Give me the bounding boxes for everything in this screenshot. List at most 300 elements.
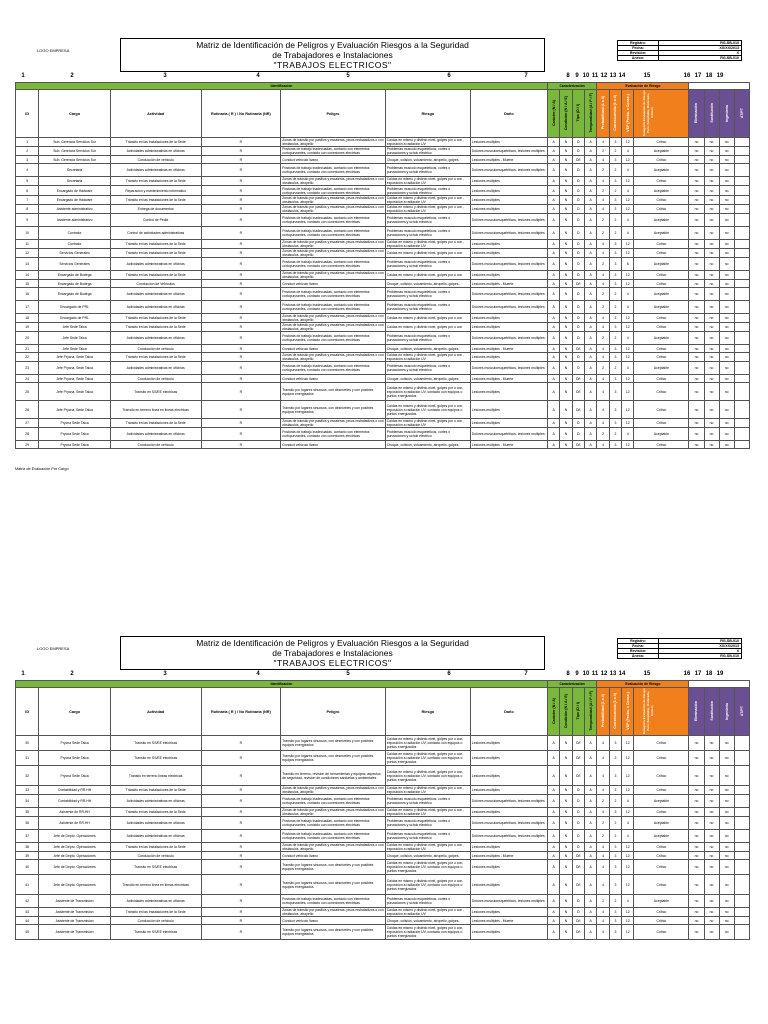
row-tipo: D/I xyxy=(572,383,584,401)
row-rutinaria: R xyxy=(201,441,281,449)
row-categoria: Aceptable xyxy=(634,332,689,345)
row-atpt xyxy=(734,751,749,766)
document-header xyxy=(15,636,750,670)
row-rutinaria: R xyxy=(201,925,281,940)
row-vep: 4 xyxy=(622,332,634,345)
footer-note: Matriz de Evaluación Por Cargo xyxy=(15,467,69,471)
row-sustitucion: no xyxy=(704,441,719,449)
column-number: 11 xyxy=(591,73,599,79)
row-tipo: D xyxy=(572,214,584,227)
header-categoria xyxy=(634,688,689,736)
row-temporalidad: A xyxy=(584,138,596,147)
row-actividad: Transito en SS/EE electricas xyxy=(110,925,201,940)
row-id: 31 xyxy=(16,751,39,766)
row-consecuencia: 2 xyxy=(609,164,621,177)
row-atpt xyxy=(734,196,749,205)
row-peligro: Zonas de tránsito por pasillos y escaleras, pisos resbaladizos o con obstáculos, atropello xyxy=(282,314,384,322)
row-consecuencia: 2 xyxy=(609,795,621,808)
header-temporalidad xyxy=(584,688,596,736)
row-vep: 4 xyxy=(622,428,634,441)
row-probabilidad: 2 xyxy=(597,362,609,375)
row-condicion: N xyxy=(560,258,572,271)
row-consecuencia: 3 xyxy=(609,280,621,288)
header-tipo-label: Tipo (D / I) xyxy=(576,702,581,720)
header-id: ID xyxy=(16,688,39,736)
row-caracter: A xyxy=(547,240,559,249)
row-dano: Lesiones multiples xyxy=(470,240,547,249)
row-actividad: Conducción de vehículo xyxy=(110,917,201,925)
row-peligro: Zonas de tránsito por pasillos y escaleras, pisos resbaladizos o con obstáculos, atropello xyxy=(282,808,384,816)
row-atpt xyxy=(734,908,749,917)
row-probabilidad: 4 xyxy=(597,401,609,419)
row-caracter: A xyxy=(547,280,559,288)
row-riesgo: Caídas en mismo y distinto nivel, golpes por o con , exposición a radiación UV xyxy=(385,908,470,917)
row-categoria: Aceptable xyxy=(634,258,689,271)
registro-table xyxy=(617,638,742,659)
row-vep: 12 xyxy=(622,852,634,860)
row-condicion: N xyxy=(560,177,572,186)
row-riesgo: Problemas musculo esqueleticos, cortes o punzaciones y schok electrico xyxy=(385,214,470,227)
row-condicion: N xyxy=(560,375,572,383)
row-peligro: Conduct vehiculo livano xyxy=(281,441,385,449)
row-id: 12 xyxy=(16,249,39,258)
row-sustitucion: no xyxy=(704,314,719,323)
registro-value: RG-SB-010 xyxy=(659,41,742,46)
row-sustitucion: no xyxy=(704,280,719,288)
header-caracter xyxy=(547,90,559,138)
row-dano: Dolores musculoesqueléticos, lesiones multiples xyxy=(470,227,547,240)
registro-key: Revisión: xyxy=(618,649,659,654)
table-row xyxy=(16,860,750,875)
row-caracter: A xyxy=(547,214,559,227)
row-sustitucion: no xyxy=(704,766,719,786)
row-actividad: Tránsito en las instalaciones de la Sede xyxy=(110,271,201,280)
row-consecuencia: 3 xyxy=(609,375,621,383)
row-actividad: Actividades administrativas en oficinas xyxy=(110,830,201,843)
row-dano: Dolores musculoesqueléticos, lesiones multiples xyxy=(470,362,547,375)
row-riesgo: Choque, colisión, volcamiento, atropello, golpes, xyxy=(385,441,470,449)
row-categoria: Crítico xyxy=(634,852,689,860)
title-line-3: "TRABAJOS ELECTRICOS" xyxy=(273,658,392,668)
row-peligro: Zonas de tránsito por pasillos y escaleras, pisos resbaladizos o con obstáculos, atropello xyxy=(282,138,384,146)
row-tipo: D xyxy=(572,332,584,345)
row-caracter: A xyxy=(547,288,559,301)
section-band-row xyxy=(16,681,750,688)
row-vep: 4 xyxy=(622,186,634,196)
row-dano: Dolores musculoesqueléticos, lesiones multiples xyxy=(470,147,547,156)
column-number: 14 xyxy=(618,73,626,79)
row-temporalidad: A xyxy=(584,875,596,895)
table-row xyxy=(16,353,750,362)
row-dano: Lesiones multiples xyxy=(470,843,547,852)
row-id: 42 xyxy=(16,895,39,908)
row-categoria: Aceptable xyxy=(634,895,689,908)
row-actividad: Tránsito en las instalaciones de la Sede xyxy=(110,419,201,428)
row-eliminacion: no xyxy=(689,227,704,240)
table-row xyxy=(16,164,750,177)
row-caracter: A xyxy=(547,917,559,925)
header-riesgo: Riesgo xyxy=(385,90,470,138)
row-temporalidad: A xyxy=(584,205,596,214)
header-categoria-label: Categoría Evaluación de Riesgo Puro (Aceptable, Moderado, Crítico) xyxy=(642,90,655,136)
row-actividad: Conducción de vehículo xyxy=(110,345,201,353)
row-ingenieria: no xyxy=(719,795,734,808)
row-riesgo: Problemas musculo esqueleticos, cortes o punzaciones y schok electrico xyxy=(385,147,470,156)
row-eliminacion: no xyxy=(689,156,704,164)
row-caracter: A xyxy=(547,164,559,177)
row-cargo: Asistente de RR.HH xyxy=(39,817,110,830)
row-rutinaria: R xyxy=(201,345,281,353)
row-condicion: N xyxy=(560,419,572,428)
row-eliminacion: no xyxy=(689,345,704,353)
row-peligro: Posturas de trabajo inadecuadas, contacto con elementos cortopunzantes, contacto con conexiones electricas xyxy=(281,362,385,375)
row-eliminacion: no xyxy=(689,353,704,362)
registro-table xyxy=(617,40,742,61)
row-caracter: A xyxy=(547,808,559,817)
row-peligro: Transito en terreno, revision de herramientas y equipos, aspectos de seguridad, revision de condiciones sanitarias y ambientales xyxy=(281,766,385,786)
row-atpt xyxy=(734,428,749,441)
row-caracter: A xyxy=(547,766,559,786)
row-sustitucion: no xyxy=(704,925,719,940)
row-consecuencia: 2 xyxy=(609,895,621,908)
registro-value: X xyxy=(659,51,742,56)
row-rutinaria: R xyxy=(201,147,281,156)
row-caracter: A xyxy=(547,895,559,908)
row-id: 32 xyxy=(16,766,39,786)
header-caracter-label: Carácter (N / A) xyxy=(551,697,556,725)
row-riesgo: Choque, colisión, volcamiento, atropello, golpes, xyxy=(385,375,470,383)
row-ingenieria: no xyxy=(719,138,734,147)
row-categoria: Aceptable xyxy=(634,301,689,314)
title-line-2: de Trabajadores e Instalaciones xyxy=(272,648,393,658)
row-peligro: Zonas de tránsito por pasillos y escaleras, pisos resbaladizos o con obstáculos, atropello xyxy=(282,177,384,185)
row-tipo: D xyxy=(572,177,584,186)
row-id: 3 xyxy=(16,156,39,164)
header-tipo-label: Tipo (D / I) xyxy=(576,104,581,122)
row-tipo: D xyxy=(572,271,584,280)
row-probabilidad: 2 xyxy=(597,817,609,830)
column-number: 13 xyxy=(609,73,617,79)
column-number: 10 xyxy=(582,73,590,79)
row-condicion: N xyxy=(560,196,572,205)
row-atpt xyxy=(734,786,749,795)
band-evaluacion: Evaluación de Riesgo xyxy=(597,681,689,688)
row-condicion: N xyxy=(560,830,572,843)
row-sustitucion: no xyxy=(704,196,719,205)
row-id: 27 xyxy=(16,419,39,428)
row-rutinaria: R xyxy=(201,817,281,830)
row-probabilidad: 4 xyxy=(597,419,609,428)
row-vep: 4 xyxy=(622,288,634,301)
row-eliminacion: no xyxy=(689,830,704,843)
row-categoria: Crítico xyxy=(634,401,689,419)
row-vep: 12 xyxy=(622,314,634,323)
row-actividad: Tránsito en las instalaciones de la Sede xyxy=(110,314,201,323)
row-vep: 12 xyxy=(622,860,634,875)
row-actividad: Actividades administrativas en oficinas xyxy=(110,895,201,908)
row-probabilidad: 4 xyxy=(597,271,609,280)
row-eliminacion: no xyxy=(689,908,704,917)
header-atpt-label: AT/PT xyxy=(739,107,744,119)
column-number: 19 xyxy=(716,671,724,677)
row-actividad: Actividades administrativas en oficinas xyxy=(110,795,201,808)
row-riesgo: Problemas musculo esqueleticos, cortes o punzaciones y schok electrico xyxy=(385,164,470,177)
row-actividad: Transito en terreno linea en lineas electricas xyxy=(110,875,201,895)
row-eliminacion: no xyxy=(689,795,704,808)
row-tipo: D xyxy=(572,164,584,177)
row-ingenieria: no xyxy=(719,186,734,196)
registro-key: Registro: xyxy=(618,41,659,46)
row-eliminacion: no xyxy=(689,164,704,177)
row-rutinaria: R xyxy=(201,301,281,314)
row-actividad: Tránsito en las instalaciones de la Sede xyxy=(110,808,201,817)
row-eliminacion: no xyxy=(689,375,704,383)
row-atpt xyxy=(734,895,749,908)
row-sustitucion: no xyxy=(704,288,719,301)
row-id: 45 xyxy=(16,925,39,940)
header-vep xyxy=(622,90,634,138)
row-atpt xyxy=(734,860,749,875)
row-vep: 12 xyxy=(622,353,634,362)
row-temporalidad: A xyxy=(584,860,596,875)
row-cargo: Jefe Sede Talca xyxy=(39,332,110,345)
row-dano: Lesiones multiples xyxy=(470,419,547,428)
row-caracter: A xyxy=(547,271,559,280)
header-riesgo: Riesgo xyxy=(385,688,470,736)
row-sustitucion: no xyxy=(704,301,719,314)
header-caracter-label: Carácter (N / A) xyxy=(551,99,556,127)
row-atpt xyxy=(734,917,749,925)
row-riesgo: Choque, colisión, volcamiento, atropello, golpes, xyxy=(385,156,470,164)
row-ingenieria: no xyxy=(719,808,734,817)
column-numbers xyxy=(15,670,750,680)
row-condicion: N xyxy=(560,908,572,917)
row-id: 14 xyxy=(16,271,39,280)
row-caracter: A xyxy=(547,830,559,843)
header-sustitucion xyxy=(704,688,719,736)
row-ingenieria: no xyxy=(719,895,734,908)
row-sustitucion: no xyxy=(704,843,719,852)
row-consecuencia: 2 xyxy=(609,288,621,301)
row-rutinaria: R xyxy=(201,186,281,196)
row-vep: 4 xyxy=(622,817,634,830)
table-row xyxy=(16,419,750,428)
table-row xyxy=(16,249,750,258)
row-atpt xyxy=(734,288,749,301)
row-temporalidad: A xyxy=(584,908,596,917)
row-peligro: Transito por lugares sinuosos, con desniveles y con posibles equipos energizados xyxy=(281,736,385,751)
row-eliminacion: no xyxy=(689,852,704,860)
row-atpt xyxy=(734,164,749,177)
row-vep: 12 xyxy=(622,908,634,917)
row-cargo: Secretaria xyxy=(39,177,110,186)
row-cargo: Jefe Prycna, Sede Talca xyxy=(39,353,110,362)
row-categoria: Crítico xyxy=(634,196,689,205)
row-tipo: D xyxy=(572,895,584,908)
row-tipo: D xyxy=(572,138,584,147)
header-temporalidad-label: Temporalidad (A / P / F) xyxy=(588,93,593,133)
row-probabilidad: 4 xyxy=(597,383,609,401)
row-cargo: Asistente de RR.HH xyxy=(39,808,110,817)
row-tipo: D xyxy=(572,288,584,301)
row-temporalidad: A xyxy=(584,186,596,196)
row-riesgo: Problemas musculo esqueleticos, cortes o punzaciones y schok electrico xyxy=(385,362,470,375)
row-condicion: N xyxy=(560,766,572,786)
table-row xyxy=(16,375,750,383)
row-riesgo: Problemas musculo esqueleticos, cortes o punzaciones y schok electrico xyxy=(385,258,470,271)
row-rutinaria: R xyxy=(201,875,281,895)
row-rutinaria: R xyxy=(201,383,281,401)
row-temporalidad: A xyxy=(584,314,596,323)
row-eliminacion: no xyxy=(689,419,704,428)
row-peligro: Posturas de trabajo inadecuadas, contacto con elementos cortopunzantes, contacto con conexiones electricas xyxy=(281,830,385,843)
row-vep: 12 xyxy=(622,441,634,449)
row-vep: 12 xyxy=(622,249,634,258)
header-atpt xyxy=(734,688,749,736)
registro-value: RG-SB-010 xyxy=(659,639,742,644)
row-riesgo: Problemas musculo esqueleticos, cortes o punzaciones y schok electrico xyxy=(385,301,470,314)
row-ingenieria: no xyxy=(719,736,734,751)
row-actividad: Tránsito en las instalaciones de la Sede xyxy=(110,908,201,917)
row-ingenieria: no xyxy=(719,288,734,301)
row-id: 34 xyxy=(16,795,39,808)
row-rutinaria: R xyxy=(201,795,281,808)
title-line-1: Matriz de Identificación de Peligros y Evaluación Riesgos a la Seguridad xyxy=(196,638,469,648)
row-vep: 12 xyxy=(622,156,634,164)
row-tipo: D xyxy=(572,362,584,375)
row-id: 23 xyxy=(16,362,39,375)
row-caracter: A xyxy=(547,258,559,271)
row-caracter: A xyxy=(547,314,559,323)
row-condicion: N xyxy=(560,925,572,940)
header-consecuencia xyxy=(609,688,621,736)
table-row xyxy=(16,205,750,214)
row-condicion: N xyxy=(560,314,572,323)
row-cargo: Asistente de Transmision xyxy=(39,917,110,925)
column-number: 12 xyxy=(600,73,608,79)
row-temporalidad: A xyxy=(584,419,596,428)
row-cargo: Encargado de PRL xyxy=(39,314,110,323)
row-probabilidad: 4 xyxy=(597,249,609,258)
row-rutinaria: R xyxy=(201,288,281,301)
row-temporalidad: A xyxy=(584,843,596,852)
row-riesgo: Problemas musculo esqueleticos, cortes o punzaciones y schok electrico xyxy=(385,817,470,830)
column-header-row xyxy=(16,90,750,138)
row-rutinaria: R xyxy=(201,808,281,817)
band-medidas xyxy=(689,681,750,688)
table-row xyxy=(16,875,750,895)
row-temporalidad: A xyxy=(584,362,596,375)
column-number: 18 xyxy=(705,73,713,79)
header-consecuencia-label: Consecuencia (1 a 4) xyxy=(613,95,618,131)
header-probabilidad xyxy=(597,688,609,736)
row-id: 7 xyxy=(16,196,39,205)
row-consecuencia: 3 xyxy=(609,751,621,766)
row-sustitucion: no xyxy=(704,362,719,375)
row-probabilidad: 2 xyxy=(597,830,609,843)
row-categoria: Crítico xyxy=(634,419,689,428)
row-temporalidad: A xyxy=(584,332,596,345)
row-eliminacion: no xyxy=(689,138,704,147)
row-vep: 4 xyxy=(622,164,634,177)
table-row xyxy=(16,795,750,808)
row-categoria: Aceptable xyxy=(634,164,689,177)
row-ingenieria: no xyxy=(719,147,734,156)
row-consecuencia: 2 xyxy=(609,301,621,314)
row-condicion: N xyxy=(560,751,572,766)
row-probabilidad: 4 xyxy=(597,751,609,766)
row-actividad: Conducción de vehículo xyxy=(110,852,201,860)
row-tipo: D xyxy=(572,843,584,852)
row-consecuencia: 3 xyxy=(609,808,621,817)
matrix-page-1 xyxy=(15,38,750,527)
row-dano: Lesiones multiples xyxy=(470,177,547,186)
row-probabilidad: 2 xyxy=(597,332,609,345)
header-ingenieria xyxy=(719,688,734,736)
row-condicion: N xyxy=(560,917,572,925)
row-vep: 12 xyxy=(622,751,634,766)
row-sustitucion: no xyxy=(704,895,719,908)
row-cargo: Servicios Generales xyxy=(39,249,110,258)
row-peligro: Zonas de tránsito por pasillos y escaleras, pisos resbaladizos o con obstáculos, atropello xyxy=(282,908,384,916)
row-eliminacion: no xyxy=(689,177,704,186)
row-eliminacion: no xyxy=(689,186,704,196)
row-atpt xyxy=(734,323,749,332)
row-consecuencia: 2 xyxy=(609,227,621,240)
row-riesgo: Problemas musculo esqueleticos, cortes o punzaciones y schok electrico xyxy=(385,227,470,240)
row-caracter: A xyxy=(547,186,559,196)
header-cargo: Cargo xyxy=(39,90,110,138)
row-peligro: Transito por lugares sinuosos, con desniveles y con posibles equipos energizados xyxy=(281,860,385,875)
row-eliminacion: no xyxy=(689,288,704,301)
row-cargo: Prycna Sede Talca xyxy=(39,428,110,441)
row-cargo: Asistente de Transmision xyxy=(39,925,110,940)
row-tipo: D xyxy=(572,830,584,843)
row-peligro: Transito por lugares sinuosos, con desniveles y con posibles equipos energizados xyxy=(281,925,385,940)
header-tipo xyxy=(572,688,584,736)
table-row xyxy=(16,301,750,314)
row-consecuencia: 3 xyxy=(609,875,621,895)
row-actividad: Actividades administrativas en oficinas xyxy=(110,332,201,345)
row-caracter: A xyxy=(547,301,559,314)
row-ingenieria: no xyxy=(719,214,734,227)
row-probabilidad: 4 xyxy=(597,908,609,917)
header-probabilidad xyxy=(597,90,609,138)
row-atpt xyxy=(734,301,749,314)
row-riesgo: Caídas en mismo y distinto nivel, golpes por o con xyxy=(385,323,470,332)
row-vep: 4 xyxy=(622,795,634,808)
row-tipo: D xyxy=(572,205,584,214)
row-actividad: Transito en SS/EE electricas xyxy=(110,383,201,401)
row-atpt xyxy=(734,314,749,323)
column-header-row xyxy=(16,688,750,736)
row-vep: 12 xyxy=(622,925,634,940)
row-caracter: A xyxy=(547,138,559,147)
row-eliminacion: no xyxy=(689,441,704,449)
row-tipo: D/I xyxy=(572,156,584,164)
row-temporalidad: A xyxy=(584,375,596,383)
row-actividad: Conducción de Vehículos xyxy=(110,280,201,288)
row-categoria: Aceptable xyxy=(634,227,689,240)
row-cargo: Jefe Prycna, Sede Talca xyxy=(39,362,110,375)
column-number: 17 xyxy=(694,671,702,677)
row-categoria: Crítico xyxy=(634,875,689,895)
row-actividad: Actividades administrativas en oficinas xyxy=(110,147,201,156)
row-temporalidad: A xyxy=(584,288,596,301)
row-cargo: Encargado de PRL xyxy=(39,301,110,314)
row-tipo: D/I xyxy=(572,280,584,288)
row-sustitucion: no xyxy=(704,852,719,860)
